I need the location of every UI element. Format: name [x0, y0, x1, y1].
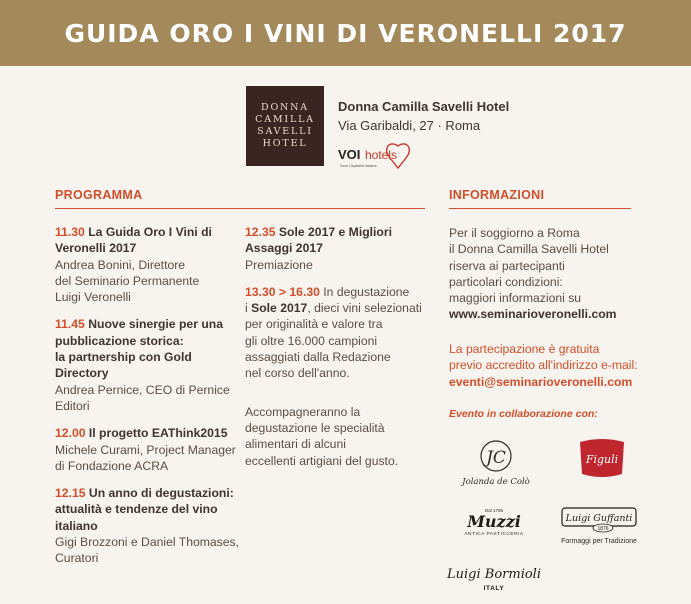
email-link[interactable]: eventi@seminarioveronelli.com [449, 374, 633, 389]
info-line: maggiori informazioni su [449, 291, 582, 306]
item-text: i [245, 301, 252, 316]
item-body: Andrea Bonini, Direttore [55, 257, 186, 272]
closing-line: alimentari di alcuni [245, 437, 346, 452]
programma-column-1 [55, 224, 245, 578]
item-body: Michele Curami, Project Manager [55, 442, 236, 457]
item-title: pubblicazione storica: [55, 333, 184, 348]
voi-tagline: Voce Ospitalità Italiana [340, 164, 377, 168]
item-body: del Seminario Permanente [55, 273, 200, 288]
item-title: Sole 2017 e Migliori [278, 225, 393, 239]
item-time: 12.15 [55, 486, 86, 501]
item-time: 13.30 > 16.30 [245, 284, 320, 299]
item-highlight: Sole 2017 [251, 301, 308, 316]
closing-line: Accompagneranno la [245, 404, 361, 419]
programma-item [55, 316, 245, 414]
voi-suffix: hotels [365, 148, 398, 162]
item-title: la partnership con Gold Directory [55, 350, 192, 381]
item-body: Luigi Veronelli [55, 290, 131, 305]
info-line: particolari condizioni: [449, 274, 563, 289]
item-body: di Fondazione ACRA [55, 458, 169, 473]
muzzi-since: Dal 1796 [484, 508, 504, 513]
programma-item [55, 485, 245, 566]
figuli-logo [576, 436, 628, 480]
item-text: In degustazione [323, 284, 410, 299]
info-body [449, 225, 617, 323]
luigi-bormioli-logo [446, 558, 542, 598]
programma-column-2 [245, 224, 435, 480]
hotel-logo-line: DONNA [261, 102, 309, 113]
item-body: Editori [55, 398, 90, 413]
collaboration-label: Evento in collaborazione con: [449, 408, 598, 420]
item-title: La Guida Oro I Vini di [88, 225, 212, 239]
hotel-logo-line: CAMILLA [255, 114, 315, 125]
hotel-address: Via Garibaldi, 27 · Roma [338, 118, 481, 133]
item-title: italiano [55, 518, 98, 533]
item-title: attualità e tendenze del vino [55, 502, 218, 517]
guffanti-year: 1876 [597, 526, 609, 532]
jolanda-de-colo-logo [452, 434, 540, 494]
programma-item [55, 224, 245, 305]
item-text: , dieci vini selezionati [307, 301, 422, 316]
item-body: nel corso dell'anno. [245, 366, 350, 381]
figuli-name: Figuli [585, 453, 619, 466]
bormioli-name: Luigi Bormioli [447, 567, 541, 582]
jc-mark: JC [486, 448, 506, 468]
voi-hotels-logo [338, 138, 418, 174]
item-body: assaggiati dalla Redazione [245, 350, 391, 365]
informazioni-title: INFORMAZIONI [449, 188, 545, 202]
programma-divider [55, 208, 425, 209]
hotel-name: Donna Camilla Savelli Hotel [338, 99, 510, 114]
item-title: Un anno di degustazioni: [88, 486, 234, 501]
item-title: Veronelli 2017 [55, 241, 137, 256]
muzzi-logo [458, 504, 530, 540]
informazioni-divider [449, 208, 631, 209]
item-time: 12.35 [245, 225, 276, 239]
item-body: Premiazione [245, 257, 313, 272]
voi-brand: VOI [338, 147, 361, 162]
item-body: gli oltre 16.000 campioni [245, 333, 378, 348]
hotel-logo-line: SAVELLI [257, 126, 313, 137]
hotel-logo [246, 86, 324, 166]
page-title: GUIDA ORO I VINI DI VERONELLI 2017 [64, 18, 627, 48]
programma-item [245, 284, 435, 382]
item-time: 11.30 [55, 225, 85, 239]
item-time: 12.00 [55, 426, 86, 441]
closing-line: degustazione le specialità [245, 420, 385, 435]
jc-caption: Jolanda de Colò [462, 477, 530, 487]
programma-item [245, 224, 435, 273]
muzzi-name: Muzzi [467, 512, 521, 531]
item-time: 11.45 [55, 317, 85, 332]
guffanti-name: Luigi Guffanti [565, 513, 633, 524]
info-line: il Donna Camilla Savelli Hotel [449, 242, 609, 257]
item-title: Assaggi 2017 [245, 241, 323, 256]
item-body: per originalità e valore tra [245, 317, 383, 332]
hotel-logo-line: HOTEL [262, 138, 308, 149]
website-link[interactable]: www.seminarioveronelli.com [449, 307, 617, 322]
closing-line: eccellenti artigiani del gusto. [245, 453, 399, 468]
item-title: Il progetto EAThink2015 [88, 426, 228, 441]
info-line: riserva ai partecipanti [449, 258, 565, 273]
programma-title: PROGRAMMA [55, 188, 143, 202]
item-body: Andrea Pernice, CEO di Pernice [55, 382, 230, 397]
programma-item [55, 425, 245, 474]
header-banner [0, 0, 691, 66]
closing-note [245, 404, 435, 469]
registration-note [449, 341, 638, 390]
luigi-guffanti-logo [556, 502, 642, 548]
muzzi-caption: ANTICA PASTICCERIA [464, 532, 524, 537]
registration-line: La partecipazione è gratuita [449, 342, 600, 356]
item-body: Curatori [55, 551, 99, 566]
info-line: Per il soggiorno a Roma [449, 226, 580, 240]
item-title: Nuove sinergie per una [88, 317, 223, 332]
item-body: Gigi Brozzoni e Daniel Thomases, [55, 535, 240, 550]
registration-line: previo accredito all'indirizzo e-mail: [449, 358, 638, 373]
guffanti-caption: Formaggi per Tradizione [561, 538, 637, 545]
bormioli-caption: ITALY [483, 585, 505, 592]
